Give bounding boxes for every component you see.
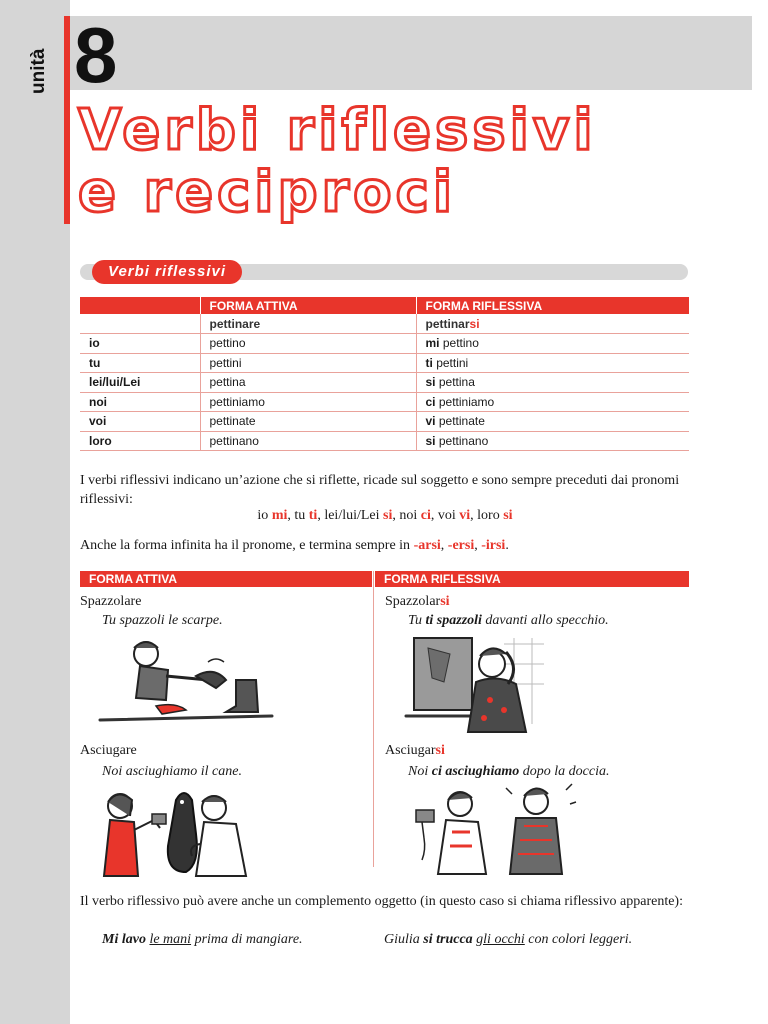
illustration-drying-dog [96, 786, 264, 882]
table-cell: voi [80, 412, 200, 432]
example-reflexive-1: Tu ti spazzoli davanti allo specchio. [408, 613, 609, 628]
table-cell: noi [80, 392, 200, 412]
unit-number: 8 [74, 11, 116, 99]
reflexive-pronoun-list: io mi, tu ti, lei/lui/Lei si, noi ci, voi vi, loro si [257, 508, 513, 523]
header-band [70, 16, 752, 90]
table-cell: si pettina [416, 373, 689, 393]
table-cell: pettina [200, 373, 416, 393]
table-row-infinitive [80, 314, 689, 334]
table-cell: pettiniamo [200, 392, 416, 412]
example-reflexive-2: Noi ci asciughiamo dopo la doccia. [408, 764, 610, 779]
verb-reflexive-1: Spazzolarsi [385, 594, 450, 609]
table-cell: ti pettini [416, 353, 689, 373]
table-row [80, 392, 689, 412]
verb-reflexive-2: Asciugarsi [385, 743, 445, 758]
table-cell: ci pettiniamo [416, 392, 689, 412]
table-header-active: FORMA ATTIVA [200, 297, 416, 314]
table-cell: mi pettino [416, 334, 689, 354]
table-cell: pettinare [200, 314, 416, 334]
table-cell: tu [80, 353, 200, 373]
table-cell: pettino [200, 334, 416, 354]
table-cell: lei/lui/Lei [80, 373, 200, 393]
illustration-brushing-shoes [96, 636, 276, 726]
form-active-header: FORMA ATTIVA [80, 571, 372, 587]
section-title: Verbi riflessivi [92, 260, 242, 284]
table-row [80, 334, 689, 354]
table-cell: pettinate [200, 412, 416, 432]
illustration-drying-after-shower [412, 780, 580, 876]
table-header-empty [80, 297, 200, 314]
header-accent-bar [64, 16, 70, 224]
example-active-2: Noi asciughiamo il cane. [102, 764, 242, 779]
column-divider [373, 571, 374, 867]
example-apparent-2: Giulia si trucca gli occhi con colori leggeri. [384, 932, 633, 947]
example-active-1: Tu spazzoli le scarpe. [102, 613, 223, 628]
conjugation-table [80, 297, 689, 451]
table-cell: pettini [200, 353, 416, 373]
page-title-line-1: Verbi riflessivi [78, 98, 597, 163]
table-cell: pettinarsi [416, 314, 689, 334]
left-margin [0, 0, 70, 1024]
table-cell: vi pettinate [416, 412, 689, 432]
table-header-reflexive: FORMA RIFLESSIVA [416, 297, 689, 314]
illustration-mirror-brushing [404, 634, 546, 734]
table-header-row [80, 297, 689, 314]
verb-active-2: Asciugare [80, 743, 137, 758]
unit-label: unità [28, 48, 49, 94]
page-title-line-2: e reciproci [78, 160, 457, 225]
paragraph-definition: I verbi riflessivi indicano un’azione che si riflette, ricade sul soggetto e sono sempre preceduti dai pronomi riflessivi: [80, 473, 680, 507]
table-row [80, 412, 689, 432]
form-reflexive-header: FORMA RIFLESSIVA [375, 571, 689, 587]
table-cell [80, 314, 200, 334]
table-cell: io [80, 334, 200, 354]
table-cell: si pettinano [416, 431, 689, 451]
table-row [80, 353, 689, 373]
verb-active-1: Spazzolare [80, 594, 142, 609]
example-apparent-1: Mi lavo le mani prima di mangiare. [102, 932, 303, 947]
paragraph-infinitive: Anche la forma infinita ha il pronome, e termina sempre in -arsi, -ersi, -irsi. [80, 538, 509, 553]
table-cell: loro [80, 431, 200, 451]
paragraph-apparent-reflexive: Il verbo riflessivo può avere anche un complemento oggetto (in questo caso si chiama riflessivo apparente): [80, 894, 683, 909]
table-row [80, 373, 689, 393]
table-cell: pettinano [200, 431, 416, 451]
table-row [80, 431, 689, 451]
